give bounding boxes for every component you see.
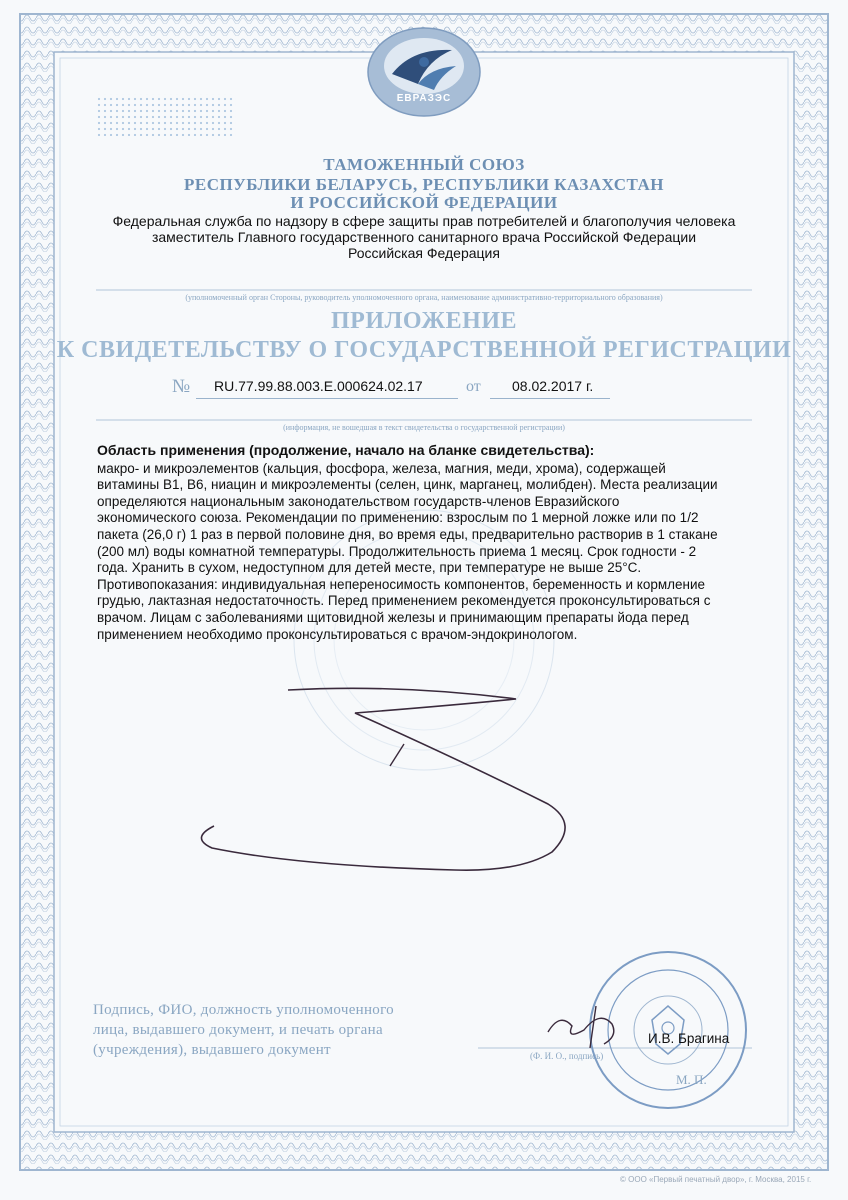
appendix-subtitle: К СВИДЕТЕЛЬСТВУ О ГОСУДАРСТВЕННОЙ РЕГИСТРАЦИИ: [56, 337, 792, 363]
authority-line-2: заместитель Главного государственного санитарного врача Российской Федерации: [151, 229, 697, 245]
signature-caption: [93, 1000, 473, 1060]
registration-number: RU.77.99.88.003.E.000624.02.17: [214, 378, 423, 394]
registration-row: [0, 376, 848, 402]
signer-name: И.В. Брагина: [648, 1031, 730, 1046]
signature-caption-line: лица, выдавшего документ, и печать органа: [93, 1022, 383, 1038]
stamp-place-label: М. П.: [676, 1072, 707, 1087]
scope-line: витамины В1, В6, ниацин и микроэлементы (селен, цинк, марганец, молибден). Места реализации: [97, 477, 718, 493]
authority-line-1: Федеральная служба по надзору в сфере защиты прав потребителей и благополучия человека: [112, 213, 736, 229]
union-line-1: ТАМОЖЕННЫЙ СОЮЗ: [323, 155, 525, 174]
registration-date: 08.02.2017 г.: [512, 378, 594, 394]
scope-line: определяются национальным законодательством государств-членов Евразийского: [97, 493, 620, 509]
scope-line: года. Хранить в сухом, недоступном для детей месте, при температуре не выше 25°С.: [97, 560, 642, 576]
authority-line-3: Российская Федерация: [348, 245, 500, 261]
number-label: №: [172, 376, 191, 397]
scope-line: Противопоказания: индивидуальная непереносимость компонентов, беременность и кормление: [97, 576, 706, 592]
scope-line: (200 мл) воды комнатной температуры. Продолжительность приема 1 месяц. Срок годности - 2: [97, 543, 697, 559]
fio-caption: (Ф. И. О., подпись): [530, 1051, 604, 1061]
scope-heading: Область применения (продолжение, начало на бланке свидетельства):: [97, 442, 595, 458]
scope-line: экономического союза. Рекомендации по применению: взрослым по 1 мерной ложке или по 1/2: [97, 510, 699, 526]
scope-line: применением необходимо проконсультироваться с врачом-эндокринологом.: [97, 626, 578, 642]
signature-caption-line: Подпись, ФИО, должность уполномоченного: [93, 1002, 394, 1018]
union-line-2: РЕСПУБЛИКИ БЕЛАРУСЬ, РЕСПУБЛИКИ КАЗАХСТАН: [184, 175, 664, 194]
authority-caption: (уполномоченный орган Стороны, руководитель уполномоченного органа, наименование административно-территориального образования): [185, 293, 663, 302]
appendix-title: ПРИЛОЖЕНИЕ: [330, 308, 518, 334]
emblem-label: ЕВРАЗЭС: [396, 93, 452, 104]
scope-line: макро- и микроэлементов (кальция, фосфора, железа, магния, меди, хрома), содержащей: [97, 460, 666, 476]
scope-line: пакета (26,0 г) 1 раз в первой половине дня, во время еды, предварительно растворив в 1 стакане: [97, 526, 718, 542]
scope-line: врачом. Лицам с заболеваниями щитовидной железы и принимающим препараты йода перед: [97, 609, 689, 625]
application-scope: [97, 442, 757, 643]
union-line-3: И РОССИЙСКОЙ ФЕДЕРАЦИИ: [290, 193, 558, 212]
date-label: от: [466, 378, 481, 395]
scope-line: грудью, лактазная недостаточность. Перед применением рекомендуется проконсультироваться с: [97, 593, 711, 609]
registration-caption: (информация, не вошедшая в текст свидетельства о государственной регистрации): [283, 423, 565, 432]
printer-footer: © ООО «Первый печатный двор», г. Москва, 2015 г.: [620, 1175, 812, 1184]
signature-caption-line: (учреждения), выдавшего документ: [93, 1042, 331, 1058]
